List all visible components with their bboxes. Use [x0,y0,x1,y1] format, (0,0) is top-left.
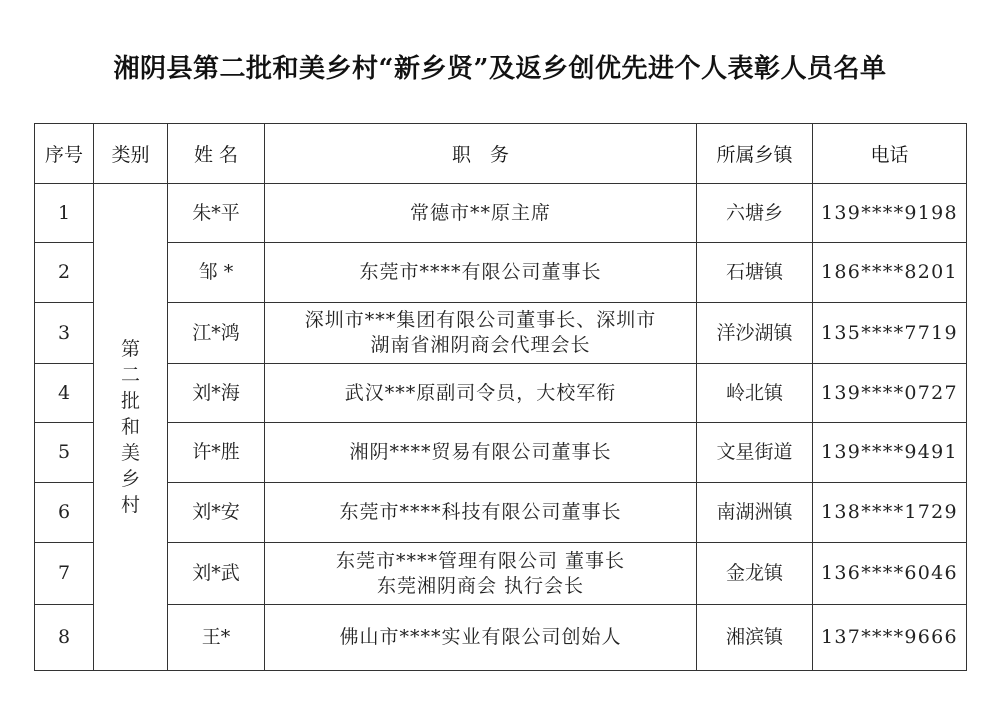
cell-town: 湘滨镇 [697,605,813,671]
cell-seq: 5 [35,423,94,483]
cell-duty [265,243,697,303]
cell-town: 石塘镇 [697,243,813,303]
cell-town: 金龙镇 [697,543,813,605]
table-row [35,364,967,423]
table-row [35,605,967,671]
duty-line: 东莞市****管理有限公司 董事长 [335,549,626,572]
table-row [35,184,967,243]
cell-phone: 139****0727 [813,364,967,423]
cell-duty [265,303,697,364]
cell-seq: 1 [35,184,94,243]
table-row [35,243,967,303]
header-category: 类别 [94,124,168,184]
cell-duty [265,605,697,671]
duty-line: 常德市**原主席 [409,201,551,224]
duty-line: 东莞市****科技有限公司董事长 [339,501,622,523]
cell-seq: 2 [35,243,94,303]
header-duty: 职 务 [265,124,697,184]
cell-town: 南湖洲镇 [697,483,813,543]
cell-phone: 136****6046 [813,543,967,605]
cell-duty [265,543,697,605]
duty-line: 湖南省湘阴商会代理会长 [370,334,591,356]
duty-line: 东莞湘阴商会 执行会长 [376,574,585,597]
cell-seq: 6 [35,483,94,543]
cell-phone: 137****9666 [813,605,967,671]
cell-duty [265,423,697,483]
header-name: 姓 名 [168,124,265,184]
cell-seq: 4 [35,364,94,423]
table-header-row [35,124,967,184]
cell-name: 江*鸿 [168,303,265,364]
cell-seq: 8 [35,605,94,671]
cell-town: 六塘乡 [697,184,813,243]
cell-name: 刘*安 [168,483,265,543]
category-cell [94,184,168,671]
header-seq: 序号 [35,124,94,184]
cell-seq: 7 [35,543,94,605]
table-row [35,303,967,364]
duty-line: 佛山市****实业有限公司创始人 [339,626,622,648]
cell-town: 岭北镇 [697,364,813,423]
cell-town: 文星街道 [697,423,813,483]
document-title: 湘阴县第二批和美乡村“新乡贤”及返乡创优先进个人表彰人员名单 [113,54,887,84]
duty-line: 东莞市****有限公司董事长 [359,261,602,283]
cell-duty [265,364,697,423]
duty-line: 湘阴****贸易有限公司董事长 [349,441,612,463]
cell-name: 王* [168,605,265,671]
cell-phone: 135****7719 [813,303,967,364]
cell-phone: 186****8201 [813,243,967,303]
duty-line: 武汉***原副司令员，大校军衔 [344,381,617,404]
cell-duty [265,184,697,243]
cell-town: 洋沙湖镇 [697,303,813,364]
cell-name: 邹 * [168,243,265,303]
cell-duty [265,483,697,543]
table-row [35,423,967,483]
table-row [35,543,967,605]
cell-phone: 139****9198 [813,184,967,243]
header-town: 所属乡镇 [697,124,813,184]
cell-name: 朱*平 [168,184,265,243]
header-phone: 电话 [813,124,967,184]
category-label: 第二批和美乡村 [120,338,140,516]
table-row [35,483,967,543]
cell-seq: 3 [35,303,94,364]
cell-name: 刘*武 [168,543,265,605]
duty-line: 深圳市***集团有限公司董事长、深圳市 [304,309,657,331]
cell-name: 刘*海 [168,364,265,423]
cell-name: 许*胜 [168,423,265,483]
honoree-table [34,123,967,671]
cell-phone: 139****9491 [813,423,967,483]
cell-phone: 138****1729 [813,483,967,543]
